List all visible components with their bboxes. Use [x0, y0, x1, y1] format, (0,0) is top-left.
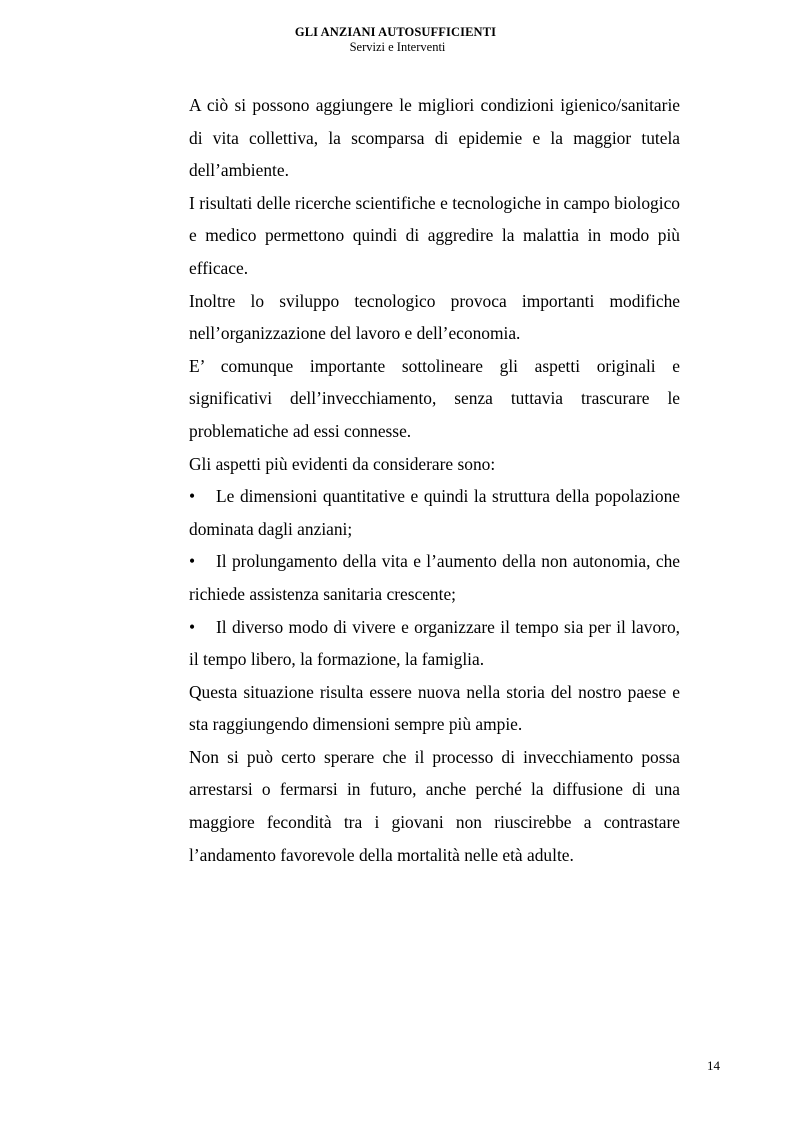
- bullet-text: Le dimensioni quantitative e quindi la struttura della popolazione dominata dagli anziani;: [189, 486, 680, 539]
- paragraph: Gli aspetti più evidenti da considerare sono:: [189, 453, 496, 474]
- paragraph: A ciò si possono aggiungere le migliori condizioni igienico/sanitarie di vita collettiva, la scomparsa di epidemie e la maggior tutela dell’ambiente.: [189, 95, 680, 181]
- bullet-text: Il prolungamento della vita e l’aumento della non autonomia, che richiede assistenza sanitaria crescente;: [189, 551, 680, 604]
- bullet-item: [189, 480, 680, 545]
- paragraph: Questa situazione risulta essere nuova nella storia del nostro paese e sta raggiungendo dimensioni sempre più ampie.: [189, 681, 680, 735]
- document-body: [189, 89, 680, 871]
- paragraph: E’ comunque importante sottolineare gli aspetti originali e significativi dell’invecchiamento, senza tuttavia trascurare le problematiche ad essi connesse.: [189, 355, 680, 441]
- bullet-item: [189, 545, 680, 610]
- paragraph: Inoltre lo sviluppo tecnologico provoca importanti modifiche nell’organizzazione del lavoro e dell’economia.: [189, 290, 680, 344]
- bullet-item: [189, 611, 680, 676]
- page-number: 14: [707, 1058, 720, 1073]
- bullet-text: Il diverso modo di vivere e organizzare il tempo sia per il lavoro, il tempo libero, la formazione, la famiglia.: [189, 616, 680, 670]
- paragraph: Non si può certo sperare che il processo di invecchiamento possa arrestarsi o fermarsi in futuro, anche perché la diffusione di una maggiore fecondità tra i giovani non riuscirebbe a contrastare l’andamento favorevole della mortalità nelle età adulte.: [189, 746, 680, 865]
- running-header: [0, 25, 793, 55]
- bullet-icon: •: [189, 486, 196, 507]
- header-subtitle: Servizi e Interventi: [349, 40, 446, 54]
- header-title: GLI ANZIANI AUTOSUFFICIENTI: [294, 25, 497, 39]
- paragraph: I risultati delle ricerche scientifiche e tecnologiche in campo biologico e medico permettono quindi di aggredire la malattia in modo più efficace.: [189, 192, 680, 278]
- bullet-icon: •: [189, 551, 196, 572]
- bullet-icon: •: [189, 616, 196, 637]
